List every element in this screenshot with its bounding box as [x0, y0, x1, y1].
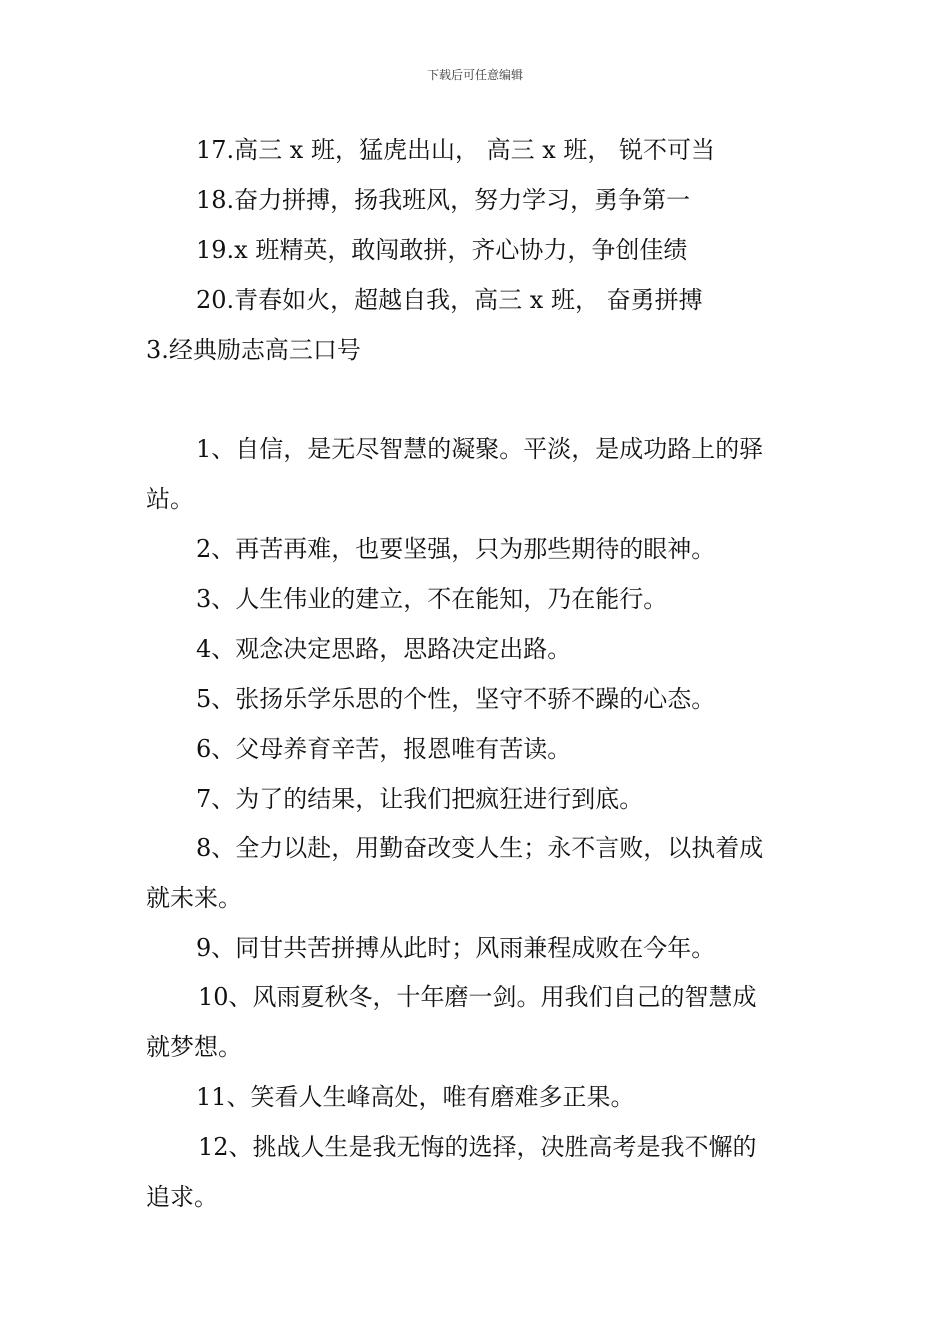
list-item-1: 1、自信，是无尽智慧的凝聚。平淡，是成功路上的驿 [196, 435, 764, 463]
list-item-3: 3、人生伟业的建立，不在能知，乃在能行。 [196, 585, 668, 613]
list-item-7: 7、为了的结果，让我们把疯狂进行到底。 [196, 785, 644, 813]
page-header-note: 下载后可任意编辑 [426, 68, 523, 82]
slogan-20: 20.青春如火，超越自我，高三 x 班， 奋勇拼搏 [196, 286, 703, 314]
list-item-12-continuation: 追求。 [146, 1183, 218, 1211]
list-item-8: 8、全力以赴，用勤奋改变人生；永不言败，以执着成 [196, 834, 764, 862]
list-item-2: 2、再苦再难，也要坚强，只为那些期待的眼神。 [196, 535, 716, 563]
list-item-6: 6、父母养育辛苦，报恩唯有苦读。 [196, 735, 572, 763]
list-item-12: 12、挑战人生是我无悔的选择，决胜高考是我不懈的 [198, 1133, 757, 1161]
list-item-8-continuation: 就未来。 [146, 884, 242, 912]
section-heading: 3.经典励志高三口号 [146, 336, 361, 364]
list-item-1-continuation: 站。 [146, 485, 194, 513]
list-item-10: 10、风雨夏秋冬，十年磨一剑。用我们自己的智慧成 [198, 983, 757, 1011]
list-item-5: 5、张扬乐学乐思的个性，坚守不骄不躁的心态。 [196, 685, 716, 713]
slogan-18: 18.奋力拼搏，扬我班风，努力学习，勇争第一 [196, 186, 691, 214]
list-item-10-continuation: 就梦想。 [146, 1033, 242, 1061]
slogan-17: 17.高三 x 班，猛虎出山， 高三 x 班， 锐不可当 [196, 136, 716, 164]
list-item-9: 9、同甘共苦拼搏从此时；风雨兼程成败在今年。 [196, 934, 716, 962]
slogan-19: 19.x 班精英，敢闯敢拼，齐心协力，争创佳绩 [196, 236, 688, 264]
list-item-11: 11、笑看人生峰高处，唯有磨难多正果。 [196, 1083, 635, 1111]
list-item-4: 4、观念决定思路，思路决定出路。 [196, 635, 572, 663]
